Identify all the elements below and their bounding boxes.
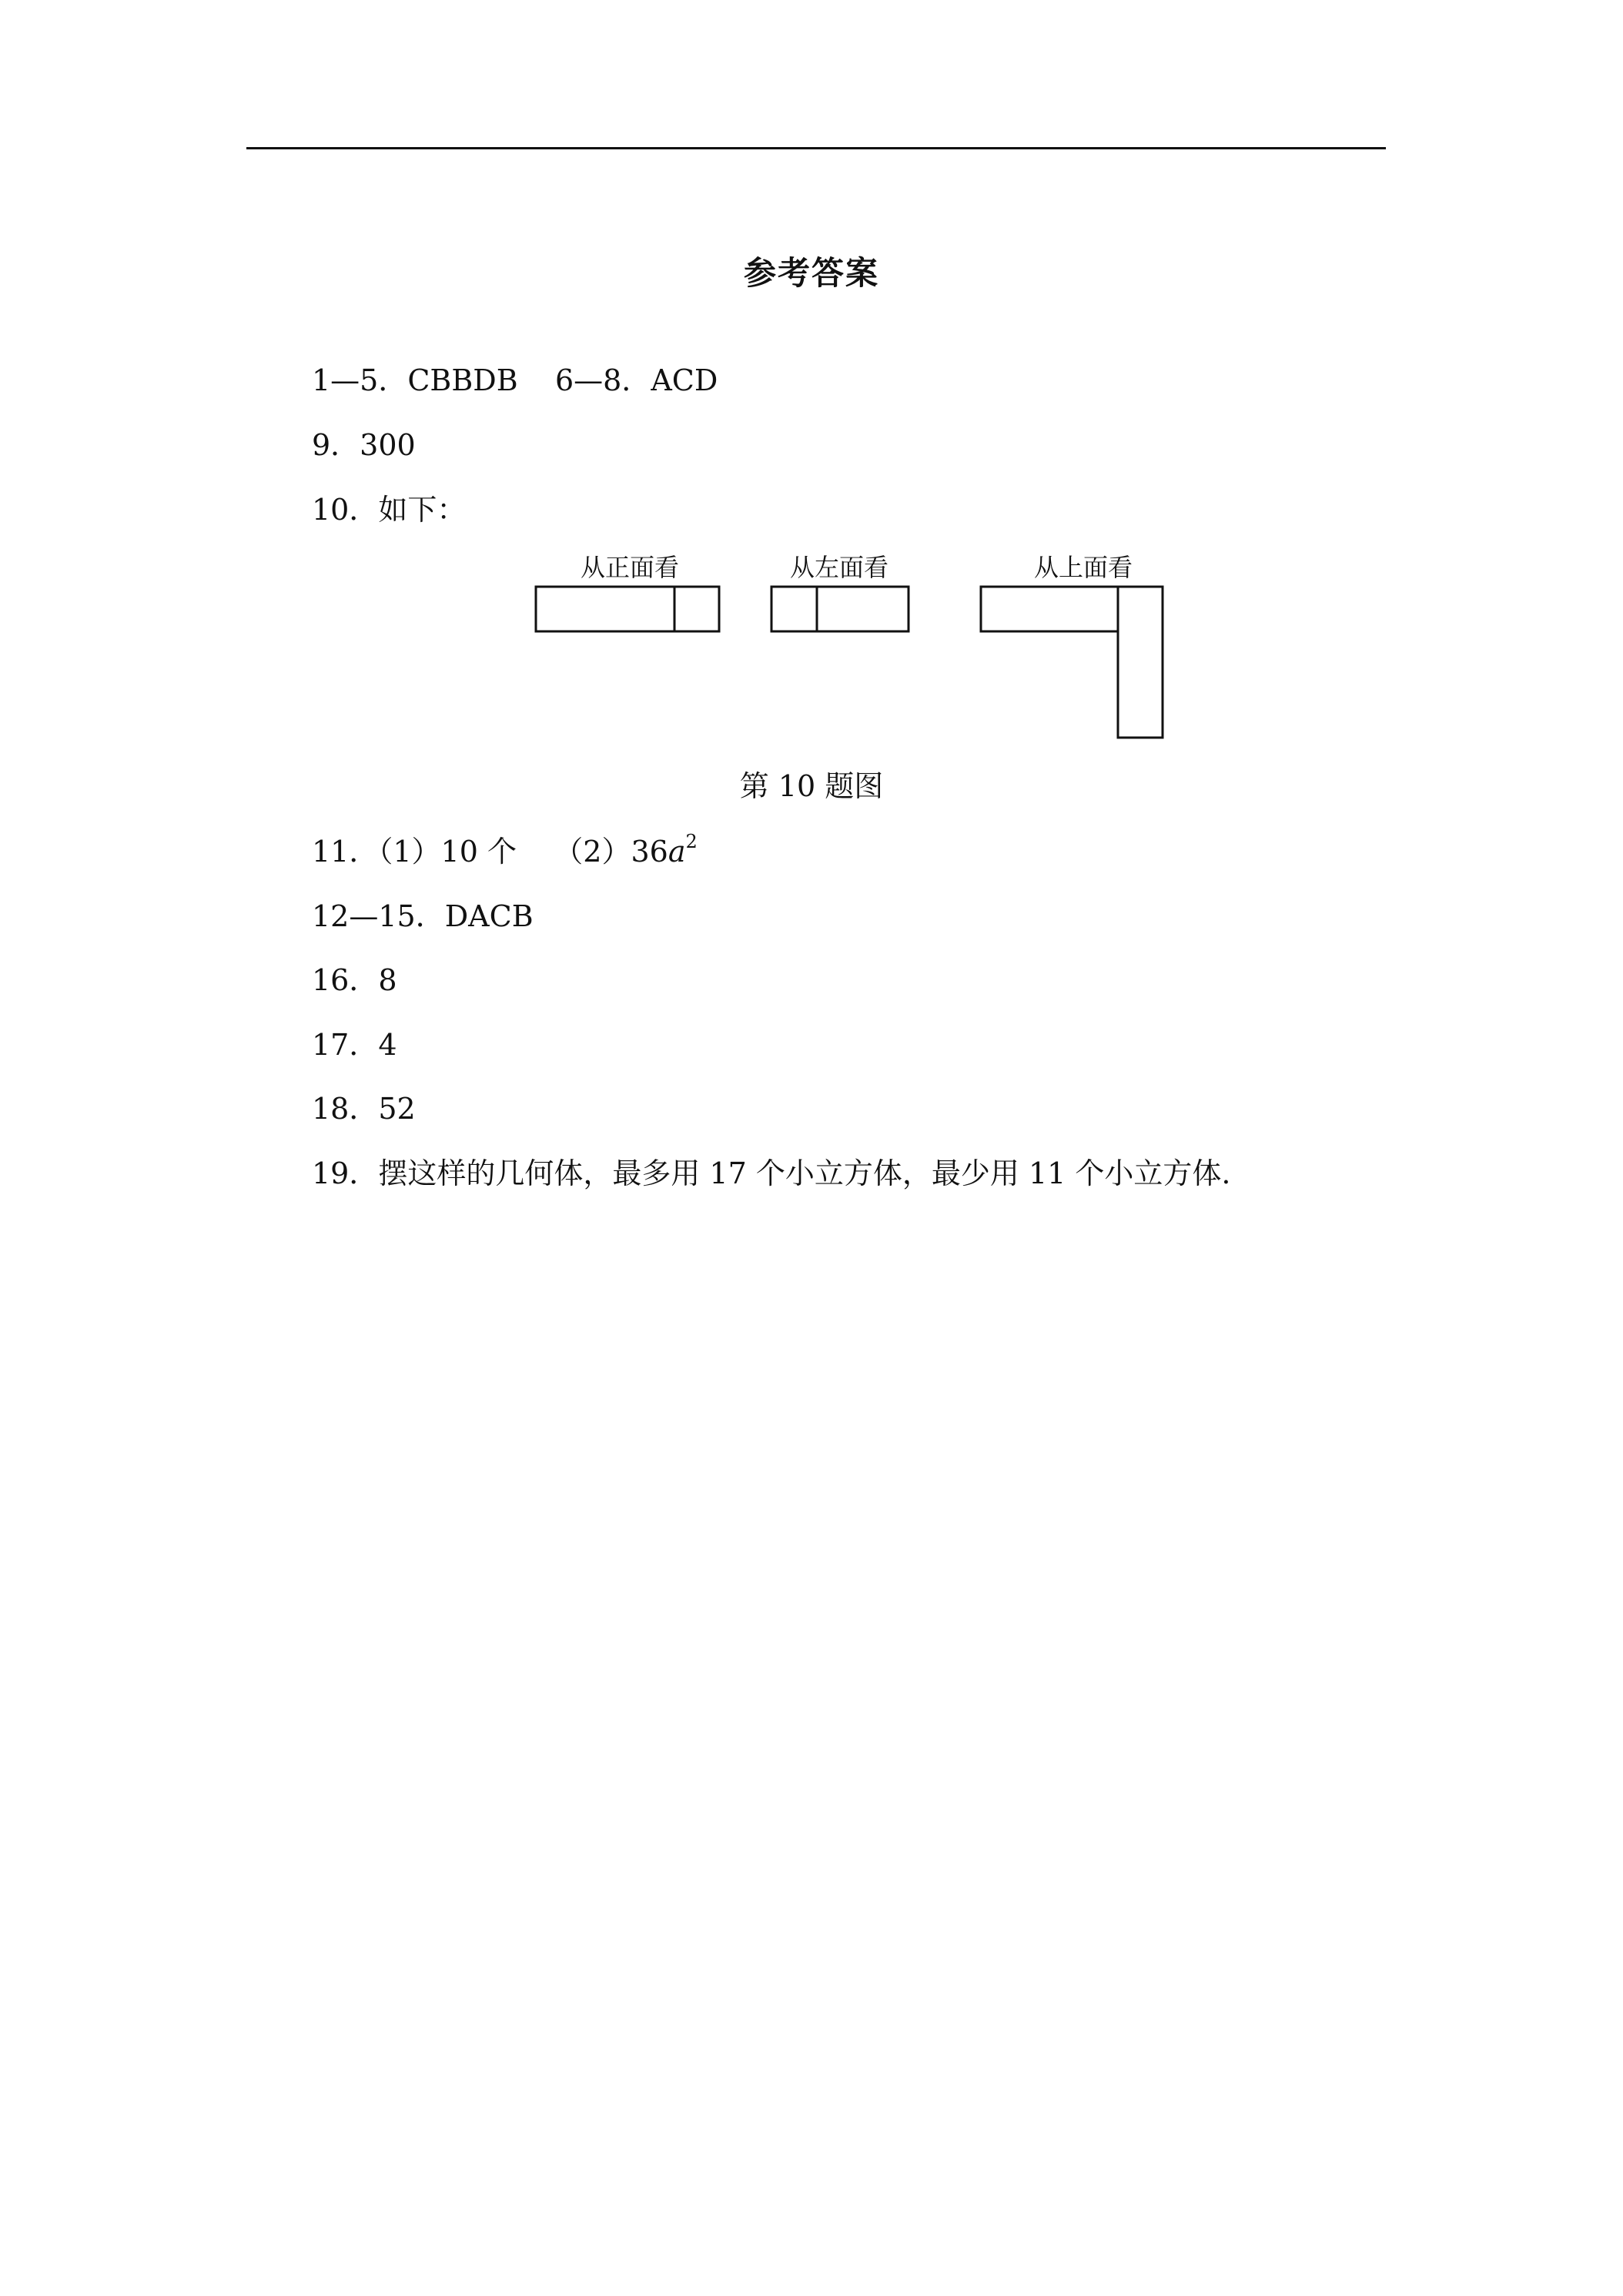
answer-12-15: 12—15．DACB bbox=[312, 899, 534, 933]
answer-11 bbox=[312, 828, 698, 875]
answer-11-variable: a bbox=[668, 835, 686, 869]
front-view-drawing bbox=[536, 587, 719, 631]
left-view-label: 从左面看 bbox=[789, 553, 889, 582]
answer-10: 10．如下： bbox=[312, 493, 467, 527]
front-view-label: 从正面看 bbox=[580, 553, 680, 582]
answer-17: 17．4 bbox=[312, 1028, 397, 1062]
top-view-drawing bbox=[981, 587, 1163, 738]
answer-9: 9．300 bbox=[312, 428, 416, 462]
left-view-drawing bbox=[771, 587, 909, 631]
answer-18: 18．52 bbox=[312, 1092, 416, 1126]
answer-19: 19．摆这样的几何体，最多用 17 个小立方体，最少用 11 个小立方体. bbox=[312, 1156, 1231, 1190]
page-title: 参考答案 bbox=[743, 254, 879, 292]
top-view-label: 从上面看 bbox=[1033, 553, 1133, 582]
answer-11-exponent: 2 bbox=[685, 831, 698, 852]
answer-11-text: 11．（1）10 个 （2）36 bbox=[312, 835, 668, 869]
answer-1-8: 1—5．CBBDB 6—8．ACD bbox=[312, 363, 718, 397]
answer-16: 16．8 bbox=[312, 963, 397, 997]
figure-caption: 第 10 题图 bbox=[739, 769, 884, 803]
